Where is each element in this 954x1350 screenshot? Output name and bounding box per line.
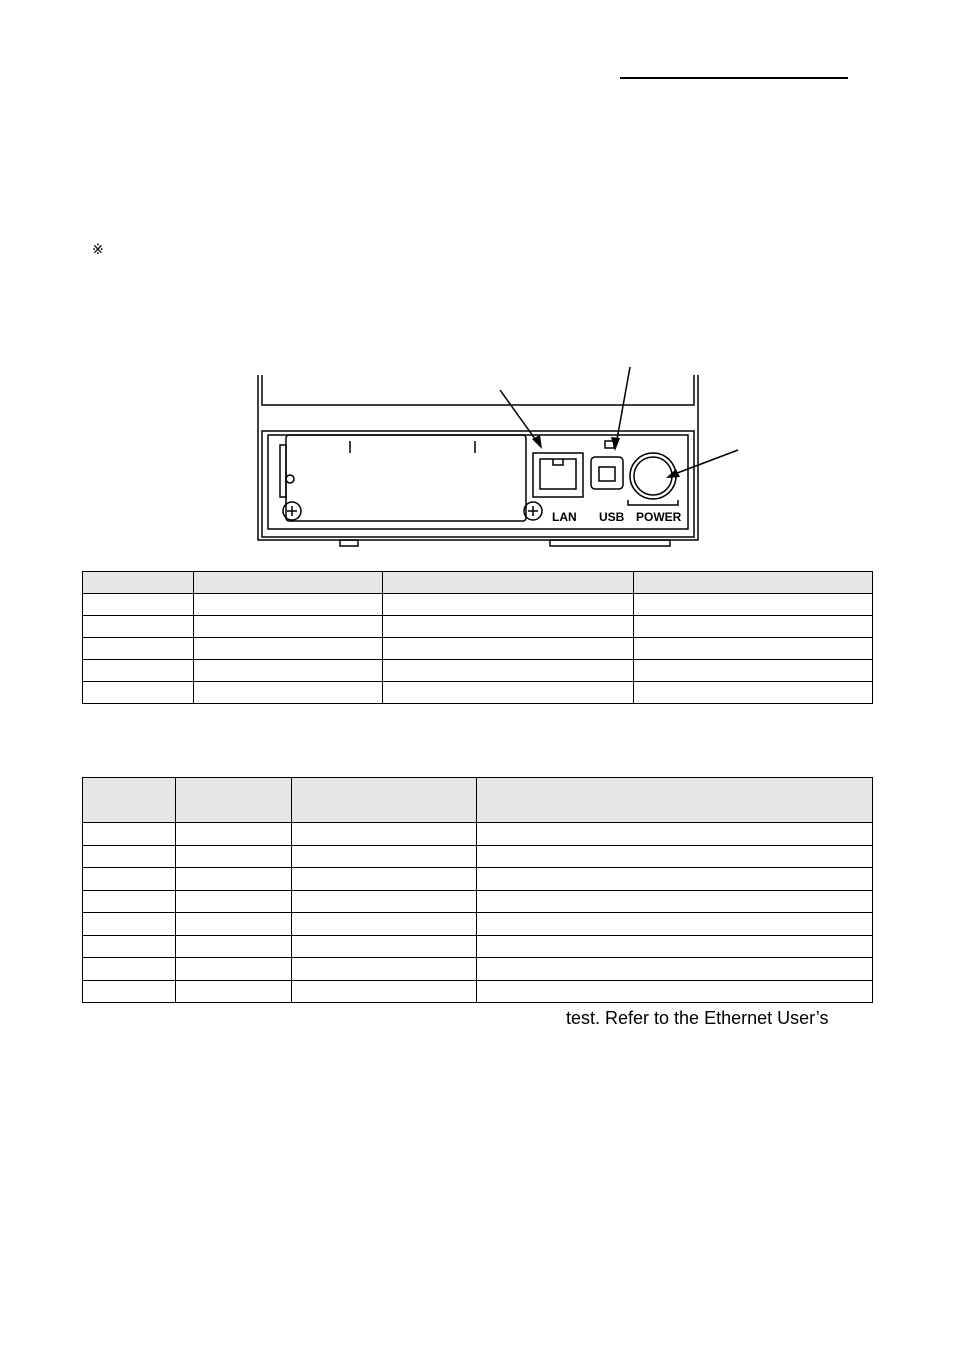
table-header-cell bbox=[194, 572, 383, 594]
table-cell bbox=[292, 890, 477, 913]
table-cell bbox=[292, 845, 477, 868]
table-cell bbox=[83, 958, 176, 981]
table-row bbox=[83, 616, 873, 638]
table-cell bbox=[194, 682, 383, 704]
table-cell bbox=[477, 868, 873, 891]
table-header-row bbox=[83, 778, 873, 823]
table-cell bbox=[83, 845, 176, 868]
table-cell bbox=[194, 638, 383, 660]
table-row bbox=[83, 594, 873, 616]
table-cell bbox=[83, 616, 194, 638]
table-1-body bbox=[83, 572, 873, 704]
lan-port-label: LAN bbox=[552, 510, 577, 524]
note-reference-mark: ※ bbox=[92, 242, 104, 258]
lan-port-socket bbox=[540, 459, 576, 489]
table-cell bbox=[292, 868, 477, 891]
usb-port-label: USB bbox=[599, 510, 625, 524]
table-row bbox=[83, 890, 873, 913]
table-cell bbox=[83, 980, 176, 1003]
power-port-label: POWER bbox=[636, 510, 682, 524]
printer-top-edge bbox=[262, 375, 694, 405]
table-row bbox=[83, 638, 873, 660]
table-cell bbox=[194, 594, 383, 616]
table-header-cell bbox=[83, 778, 176, 823]
usb-arrow-head bbox=[611, 437, 620, 451]
power-arrow-head bbox=[666, 469, 680, 478]
table-cell bbox=[194, 660, 383, 682]
table-cell bbox=[83, 594, 194, 616]
table-cell bbox=[176, 913, 292, 936]
usb-port-housing bbox=[591, 457, 623, 489]
table-cell bbox=[292, 958, 477, 981]
table-cell bbox=[176, 935, 292, 958]
table-cell bbox=[634, 660, 873, 682]
table-cell bbox=[477, 958, 873, 981]
table-cell bbox=[83, 682, 194, 704]
table-cell bbox=[292, 913, 477, 936]
table-cell bbox=[176, 868, 292, 891]
table-cell bbox=[83, 935, 176, 958]
table-row bbox=[83, 913, 873, 936]
rear-panel-inner bbox=[268, 435, 688, 529]
table-cell bbox=[292, 823, 477, 846]
table-row bbox=[83, 660, 873, 682]
table-header-row bbox=[83, 572, 873, 594]
power-jack-inner bbox=[634, 457, 672, 495]
foot-right bbox=[550, 540, 670, 546]
foot-left bbox=[340, 540, 358, 546]
table-cell bbox=[176, 823, 292, 846]
table-cell bbox=[83, 823, 176, 846]
table-cell bbox=[477, 890, 873, 913]
printer-rear-panel-figure bbox=[250, 365, 750, 555]
table-cell bbox=[383, 616, 634, 638]
table-cell bbox=[477, 980, 873, 1003]
table-cell bbox=[477, 935, 873, 958]
table-header-cell bbox=[176, 778, 292, 823]
table-cell bbox=[634, 682, 873, 704]
table-cell bbox=[634, 594, 873, 616]
table-cell bbox=[83, 890, 176, 913]
table-row bbox=[83, 958, 873, 981]
table-cell bbox=[176, 890, 292, 913]
table-cell bbox=[477, 823, 873, 846]
table-cell bbox=[176, 980, 292, 1003]
table-cell bbox=[634, 616, 873, 638]
cover-latch bbox=[286, 475, 294, 483]
table-cell bbox=[383, 594, 634, 616]
table-row bbox=[83, 980, 873, 1003]
table-row bbox=[83, 823, 873, 846]
table-cell bbox=[634, 638, 873, 660]
table-row bbox=[83, 868, 873, 891]
usb-port-socket bbox=[599, 467, 615, 481]
table-header-cell bbox=[477, 778, 873, 823]
table-cell bbox=[477, 845, 873, 868]
cover-hinge bbox=[280, 445, 286, 497]
table-cell bbox=[292, 935, 477, 958]
table-header-cell bbox=[292, 778, 477, 823]
body-text-line: test. Refer to the Ethernet User’s bbox=[566, 1008, 829, 1028]
usb-arrow bbox=[616, 367, 630, 445]
table-cell bbox=[477, 913, 873, 936]
table-cell bbox=[83, 913, 176, 936]
table-cell bbox=[83, 660, 194, 682]
table-2-body bbox=[83, 778, 873, 1003]
printer-rear-panel-drawing bbox=[250, 365, 750, 555]
specification-table-2 bbox=[82, 777, 873, 1003]
table-cell bbox=[383, 682, 634, 704]
printer-body-outline bbox=[258, 375, 698, 540]
power-label-bracket bbox=[628, 500, 678, 505]
table-header-cell bbox=[634, 572, 873, 594]
table-cell bbox=[194, 616, 383, 638]
power-arrow bbox=[672, 450, 738, 475]
table-row bbox=[83, 845, 873, 868]
table-cell bbox=[292, 980, 477, 1003]
table-row bbox=[83, 682, 873, 704]
interface-cover-plate bbox=[286, 435, 526, 521]
table-row bbox=[83, 935, 873, 958]
table-cell bbox=[383, 660, 634, 682]
table-cell bbox=[83, 868, 176, 891]
table-cell bbox=[176, 845, 292, 868]
specification-table-1 bbox=[82, 571, 873, 704]
table-cell bbox=[176, 958, 292, 981]
header-rule bbox=[620, 77, 848, 79]
table-cell bbox=[383, 638, 634, 660]
table-header-cell bbox=[83, 572, 194, 594]
table-header-cell bbox=[383, 572, 634, 594]
table-cell bbox=[83, 638, 194, 660]
